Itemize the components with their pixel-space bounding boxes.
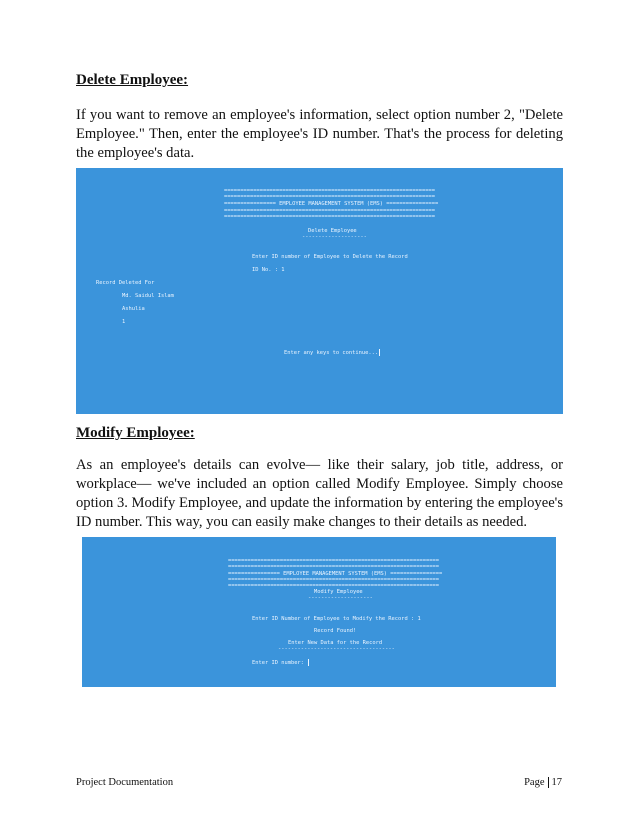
- console-employee-id: 1: [122, 319, 126, 325]
- console-underline: --------------------: [302, 234, 367, 240]
- console-id-line: ID No. : 1: [252, 267, 285, 273]
- console-border-line: =================================================================: [228, 577, 439, 583]
- console-record-found: Record Found!: [314, 628, 357, 634]
- modify-employee-screenshot: [82, 537, 556, 687]
- modify-employee-heading: Modify Employee:: [76, 425, 195, 441]
- console-title-line: ================ EMPLOYEE MANAGEMENT SYSTEM (EMS) ================: [228, 571, 443, 577]
- console-border-line: =================================================================: [228, 564, 439, 570]
- console-deleted-label: Record Deleted For: [96, 280, 155, 286]
- console-underline: --------------------: [308, 595, 373, 601]
- console-title-line: ================ EMPLOYEE MANAGEMENT SYSTEM (EMS) ================: [224, 201, 439, 207]
- footer-title: Project Documentation: [76, 777, 174, 788]
- text-cursor: [308, 659, 309, 666]
- console-new-data-heading: Enter New Data for the Record: [288, 640, 383, 646]
- console-employee-location: Ashulia: [122, 306, 145, 312]
- delete-employee-heading: Delete Employee:: [76, 72, 189, 88]
- console-border-line: =================================================================: [228, 558, 439, 564]
- console-modify-prompt: Enter ID Number of Employee to Modify the Record : 1: [252, 616, 421, 622]
- console-delete-prompt: Enter ID number of Employee to Delete the Record: [252, 254, 408, 260]
- console-screen-title: Modify Employee: [314, 589, 363, 595]
- text-cursor: [379, 349, 380, 356]
- console-border-line: =================================================================: [228, 583, 439, 589]
- console-border-line: =================================================================: [224, 194, 435, 200]
- console-underline: ------------------------------------: [278, 646, 395, 652]
- console-screen-title: Delete Employee: [308, 228, 357, 234]
- console-continue-prompt: Enter any keys to continue...: [284, 350, 379, 356]
- console-border-line: =================================================================: [224, 188, 435, 194]
- page-separator: [548, 777, 549, 788]
- delete-employee-screenshot: [76, 168, 563, 414]
- console-border-line: =================================================================: [224, 208, 435, 214]
- page-number: Page 17: [524, 777, 562, 788]
- modify-employee-description: As an employee's details can evolve— like their salary, job title, address, or workplace— we've included an option called Modify Employee. Simply choose option 3. Modify Employee, and update the information by entering the employee's ID number. This way, you can easily make changes to their details as needed.: [76, 457, 563, 530]
- delete-employee-description: If you want to remove an employee's information, select option number 2, "Delete Employee." Then, enter the employee's ID number. That's the process for deleting the employee's data.: [76, 107, 563, 161]
- console-border-line: =================================================================: [224, 214, 435, 220]
- console-id-prompt: Enter ID number:: [252, 660, 308, 666]
- console-employee-name: Md. Saidul Islam: [122, 293, 174, 299]
